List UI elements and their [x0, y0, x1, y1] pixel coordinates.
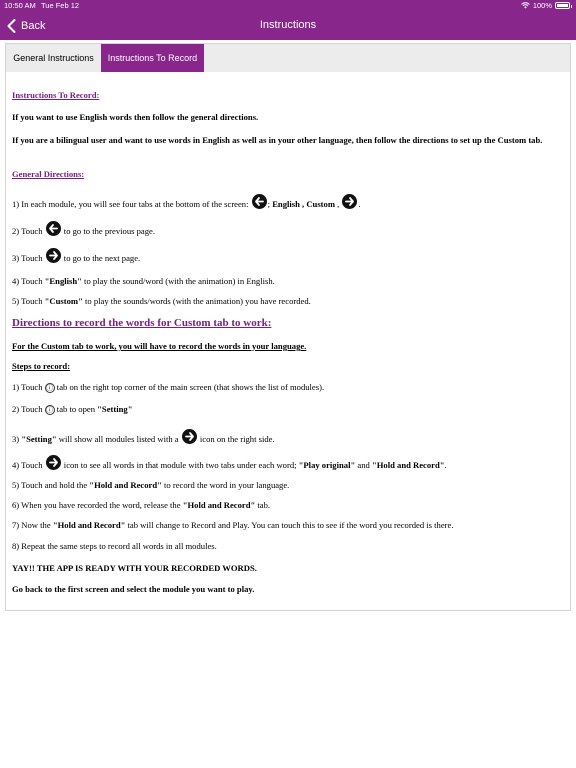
status-date: Tue Feb 12	[41, 1, 80, 10]
step-text: 6) When you have recorded the word, release the	[12, 500, 183, 510]
final-instruction: Go back to the first screen and select the module you want to play.	[12, 584, 255, 594]
step-text-bold: "Custom"	[44, 296, 83, 306]
step-text: to record the word in your language.	[161, 480, 290, 490]
step-text: ;	[267, 199, 273, 209]
heading-instructions-to-record: Instructions To Record:	[12, 90, 100, 100]
general-step-2	[12, 221, 155, 236]
step-text: will show all modules listed with a	[56, 434, 181, 444]
step-text: 3) Touch	[12, 253, 45, 263]
step-text: tab on the right top corner of the main screen (that shows the list of modules).	[54, 382, 325, 392]
step-text: tab will change to Record and Play. You can touch this to see if the word you recorded is there.	[125, 520, 454, 530]
step-text: tab to open	[54, 404, 98, 414]
step-text-bold: "Setting"	[97, 404, 133, 414]
step-text-bold: "Hold and Record"	[182, 500, 256, 510]
step-text-bold: "English"	[44, 276, 82, 286]
forward-arrow-icon	[46, 455, 61, 470]
step-text-bold: "Setting"	[21, 434, 57, 444]
step-text: 1) Touch	[12, 382, 45, 392]
steps-heading: Steps to record:	[12, 361, 71, 371]
step-text: icon on the right side.	[197, 434, 275, 444]
step-text: 3)	[12, 434, 22, 444]
record-step-2	[12, 404, 132, 415]
general-step-4	[12, 276, 275, 286]
step-text: 2) Touch	[12, 226, 45, 236]
step-text: .	[444, 460, 447, 470]
general-step-5	[12, 296, 311, 306]
forward-arrow-icon	[342, 194, 357, 209]
step-text: to go to the previous page.	[61, 226, 155, 236]
step-text: icon to see all words in that module with two tabs under each word;	[61, 460, 299, 470]
step-text-bold: English , Custom	[272, 199, 338, 209]
step-text: 4) Touch	[12, 460, 45, 470]
back-arrow-icon	[252, 194, 267, 209]
ready-message: YAY!! THE APP IS READY WITH YOUR RECORDED WORDS.	[12, 563, 257, 573]
step-text: to play the sounds/words (with the animation) you have recorded.	[82, 296, 311, 306]
step-text: 5) Touch and hold the	[12, 480, 90, 490]
step-text: to go to the next page.	[61, 253, 141, 263]
paragraph-english: If you want to use English words then follow the general directions.	[12, 112, 259, 122]
tab-instructions-to-record[interactable]: Instructions To Record	[101, 44, 204, 72]
heading-custom-directions: Directions to record the words for Custom tab to work:	[12, 317, 272, 329]
custom-tab-note: For the Custom tab to work, you will have to record the words in your language.	[12, 341, 307, 351]
step-text: 7) Now the	[12, 520, 53, 530]
info-icon: ⓘ	[46, 384, 54, 392]
record-step-8: 8) Repeat the same steps to record all words in all modules.	[12, 541, 217, 551]
record-step-3	[12, 429, 275, 444]
info-icon: ⓘ	[46, 406, 54, 414]
step-text: ,	[337, 199, 342, 209]
step-text-bold: "Play original"	[298, 460, 356, 470]
record-step-7	[12, 520, 453, 530]
battery-icon	[555, 2, 570, 9]
heading-general-directions: General Directions:	[12, 169, 85, 179]
step-text: 1) In each module, you will see four tabs at the bottom of the screen:	[12, 199, 251, 209]
step-text: .	[358, 199, 361, 209]
forward-arrow-icon	[182, 429, 197, 444]
navigation-bar	[0, 12, 576, 40]
step-text: to play the sound/word (with the animation) in English.	[81, 276, 275, 286]
step-text: 2) Touch	[12, 404, 45, 414]
step-text: 4) Touch	[12, 276, 45, 286]
record-step-5	[12, 480, 289, 490]
paragraph-bilingual: If you are a bilingual user and want to use words in English as well as in your other language, then follow the directions to set up the Custom tab.	[12, 135, 543, 145]
tab-bar	[6, 44, 570, 72]
step-text-bold: "Hold and Record"	[371, 460, 445, 470]
record-step-4	[12, 455, 447, 470]
battery-fill	[557, 4, 568, 7]
step-text-bold: "Hold and Record"	[89, 480, 162, 490]
step-text: and	[355, 460, 372, 470]
status-right	[521, 1, 570, 10]
page-title: Instructions	[259, 19, 317, 31]
status-bar	[0, 0, 576, 12]
record-step-1	[12, 382, 324, 393]
back-label: Back	[21, 20, 46, 32]
step-text-bold: "Hold and Record"	[52, 520, 126, 530]
battery-percent: 100%	[532, 1, 552, 10]
forward-arrow-icon	[46, 248, 61, 263]
status-time: 10:50 AM	[4, 1, 36, 10]
general-step-1	[12, 194, 361, 209]
record-step-6	[12, 500, 270, 510]
wifi-icon	[521, 2, 530, 9]
tab-general-instructions[interactable]: General Instructions	[13, 53, 94, 63]
general-step-3	[12, 248, 140, 263]
content-panel	[5, 43, 571, 611]
step-text: tab.	[255, 500, 271, 510]
back-arrow-icon	[46, 221, 61, 236]
step-text: 5) Touch	[12, 296, 45, 306]
